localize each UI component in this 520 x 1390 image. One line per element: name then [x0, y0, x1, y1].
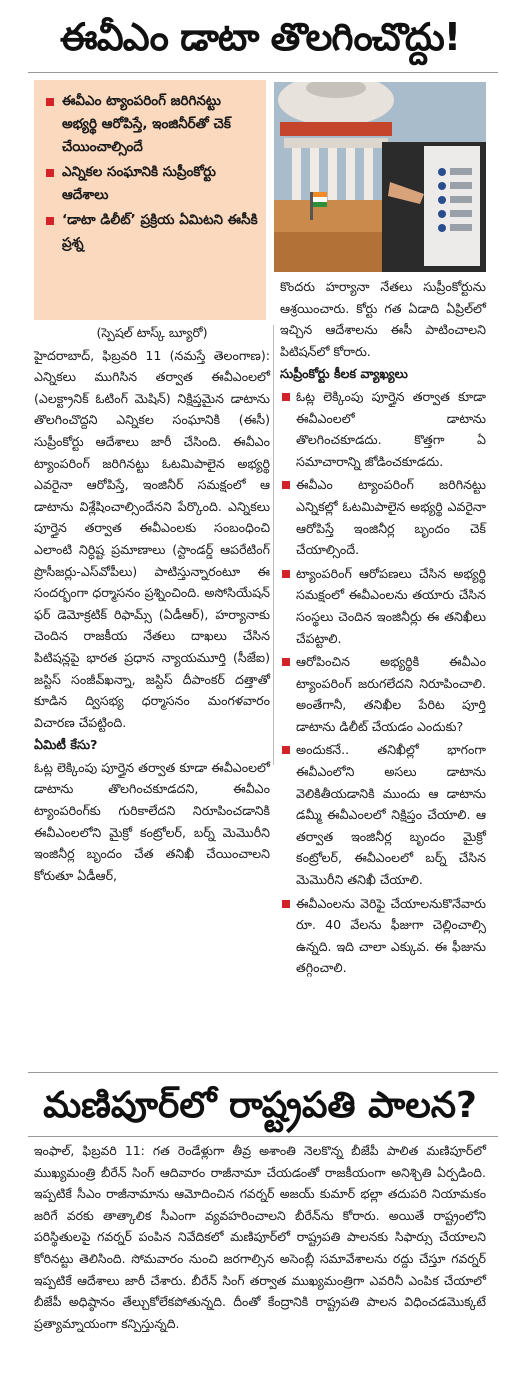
bullet-item: ట్యాంపరింగ్ ఆరోపణలు చేసిన అభ్యర్థి సమక్షంలో ఈవీఎంలను తయారు చేసిన సంస్థలు చెందిన ఇంజినీర్లు ఈ తనిఖీలు చేపట్టాలి.	[280, 563, 486, 649]
manipur-story-paragraph: ఇంఫాల్, ఫిబ్రవరి 11: గత రెండేళ్లుగా తీవ్ర అశాంతి నెలకొన్న బీజేపీ పాలిత మణిపూర్‌లో ముఖ్యమంత్రి బీరేన్ సింగ్ ఆదివారం రాజీనామా చేయడంతో రాజకీయంగా అనిశ్చితి ఏర్పడింది. ఇప్పటికే సీఎం రాజీనామాను ఆమోదించిన గవర్నర్ అజయ్ కుమార్ భల్లా తదుపరి నియామకం జరిగే వరకు తాత్కాలిక సీఎంగా వ్యవహరించాలని బీరేన్‌ను కోరారు. అయితే రాష్ట్రంలోని పరిస్థితులపై గవర్నర్ పంపిన నివేదికలో మణిపూర్‌లో రాష్ట్రపతి పాలనకు సిఫార్సు చేయాలని కోరినట్టు తెలిసింది. సోమవారం నుంచి జరగాల్సిన అసెంబ్లీ సమావేశాలను రద్దు చేస్తూ గవర్నర్ ఇప్పటికే ఆదేశాలు జారీ చేశారు. బీరేన్ సింగ్ తర్వాత ముఖ్యమంత్రిగా ఎవరినీ ఎంపిక చేయాలో బీజేపీ అధిష్ఠానం తేల్చుకోలేకపోతున్నది. దీంతో కేంద్రానికి రాష్ట్రపతి పాలన విధించడమొక్కటే ప్రత్యామ్నాయంగా కన్పిస్తున్నది.	[34, 1143, 486, 1331]
square-bullet-icon	[282, 570, 290, 578]
supreme-court-illustration	[274, 82, 486, 272]
square-bullet-icon	[46, 98, 54, 106]
highlights-box	[34, 80, 266, 320]
story-paragraph: కొందరు హర్యానా నేతలు సుప్రీంకోర్టును ఆశ్రయించారు. కోర్టు గత ఏడాది ఏప్రిల్‌లో ఇచ్చిన ఆదేశాలను ఈసీ పాటించాలని పిటిషన్‌లో కోరారు.	[280, 279, 486, 359]
main-story-right-column	[280, 276, 486, 981]
bullet-item: అందుకనే.. తనిఖీల్లో భాగంగా ఈవీఎంలోని అసలు డాటాను వెలికితీయడానికి ముందు ఆ డాటాను డమ్మీ ఈవీఎంలలో నిక్షిప్తం చేయాలి. ఆ తర్వాత ఇంజినీర్ల బృందం మైక్రో కంట్రోలర్, ఈవీఎంలలో బర్న్ చేసిన మెమొరీని తనిఖీ చేయాలి.	[280, 739, 486, 890]
subheading: ఏమిటీ కేసు?	[34, 737, 98, 753]
bullet-item: ఈవీఎం ట్యాంపరింగ్ జరిగినట్టు ఎన్నికల్లో ఓటమిపాలైన అభ్యర్థి ఎవరైనా ఆరోపిస్తే ఇంజినీర్ల బృందం చెక్ చేయాల్సిందే.	[280, 474, 486, 560]
divider	[28, 1072, 498, 1073]
square-bullet-icon	[282, 393, 290, 401]
square-bullet-icon	[282, 658, 290, 666]
headline-manipur: మణిపూర్‌లో రాష్ట్రపతి పాలన?	[43, 1085, 477, 1126]
story-paragraph: ఓట్ల లెక్కింపు పూర్తైన తర్వాత కూడా ఈవీఎంలలో డాటాను తొలగించకూడదని, ఈవీఎం ట్యాంపరింగ్‌కు గురికాలేదని నిరూపించడానికి ఈవీఎంలలోని మైక్రో కంట్రోలర్, బర్న్ మెమొరీని ఇంజినీర్ల బృందం చేత తనిఖీ చేయించాలని కోరుతూ ఏడీఆర్,	[34, 759, 270, 883]
story-paragraph: హైదరాబాద్, ఫిబ్రవరి 11 (నమస్తే తెలంగాణ): ఎన్నికలు ముగిసిన తర్వాత ఈవీఎంలలో (ఎలక్ట్రానిక్ ఓటింగ్ మెషిన్) నిక్షిప్తమైన డాటాను తొలగించొద్దని ఎన్నికల సంఘానికి (ఈసీ) సుప్రీంకోర్టు ఆదేశాలు జారీ చేసింది. ఈవీఎం ట్యాంపరింగ్ జరిగినట్టు ఓటమిపాలైన అభ్యర్థి ఎవరైనా ఆరోపిస్తే, ఇంజినీర్ సమక్షంలో ఆ డాటాను విశ్లేషించాల్సిందేనని పేర్కొంది. ఎన్నికలు పూర్తైన తర్వాత ఈవీఎంలకు సంబంధించి ఎలాంటి నిర్ధిష్ట ప్రమాణాలు (స్టాండర్డ్ ఆపరేటింగ్ ప్రొసీజర్లు-ఎస్‌వోపీలు) పాటిస్తున్నారంటూ ఈ సందర్భంగా ధర్మాసనం ప్రశ్నించింది. అసోసియేషన్ ఫర్ డెమోక్రటిక్ రిఫామ్స్ (ఏడీఆర్), హర్యానాకు చెందిన రాజకీయ నేతలు దాఖలు చేసిన పిటిషన్లపై భారత ప్రధాన న్యాయమూర్తి (సీజేఐ) జస్టిస్ సంజీవ్‌ఖన్నా, జస్టిస్ దీపాంకర్ దత్తాతో కూడిన ద్విసభ్య ధర్మాసనం మంగళవారం విచారణ చేపట్టింది.	[34, 347, 270, 730]
main-story-left-column	[34, 322, 270, 887]
column-divider	[273, 325, 274, 765]
divider	[28, 72, 498, 73]
bullet-item: ఆరోపించిన అభ్యర్థికి ఈవీఎం ట్యాంపరింగ్ జరుగలేదని నిరూపించాలి. అంతేగానీ, తనిఖీల పేరిట పూర్తి డాటాను డిలీట్ చేయడం ఎందుకు?	[280, 651, 486, 737]
square-bullet-icon	[282, 900, 290, 908]
highlight-item: ఎన్నికల సంఘానికి సుప్రీంకోర్టు ఆదేశాలు	[44, 161, 258, 207]
square-bullet-icon	[282, 481, 290, 489]
headline-evm: ఈవీఎం డాటా తొలగించొద్దు!	[59, 15, 461, 59]
divider	[28, 1136, 498, 1137]
highlight-item: ఈవీఎం ట్యాంపరింగ్ జరిగినట్టు అభ్యర్థి ఆరోపిస్తే, ఇంజినీర్‌తో చెక్ చేయించాల్సిందే	[44, 90, 258, 159]
subheading: సుప్రీంకోర్టు కీలక వ్యాఖ్యలు	[280, 366, 408, 382]
square-bullet-icon	[46, 217, 54, 225]
bullet-item: ఈవీఎంలను వెరిఫై చేయాలనుకొనేవారు రూ. 40 వేలను ఫీజుగా చెల్లించాల్సి ఉన్నది. ఇది చాలా ఎక్కువ. ఈ ఫీజును తగ్గించాలి.	[280, 893, 486, 979]
byline: (స్పెషల్ టాస్క్ బ్యూరో)	[96, 325, 208, 340]
square-bullet-icon	[282, 746, 290, 754]
highlight-item: ‘డాటా డిలీట్’ ప్రక్రియ ఏమిటని ఈసీకి ప్రశ్న	[44, 209, 258, 255]
bullet-item: ఓట్ల లెక్కింపు పూర్తైన తర్వాత కూడా ఈవీఎంలలో డాటాను తొలగించకూడదు. కొత్తగా ఏ సమాచారాన్ని జోడించకూడదు.	[280, 386, 486, 472]
square-bullet-icon	[46, 169, 54, 177]
